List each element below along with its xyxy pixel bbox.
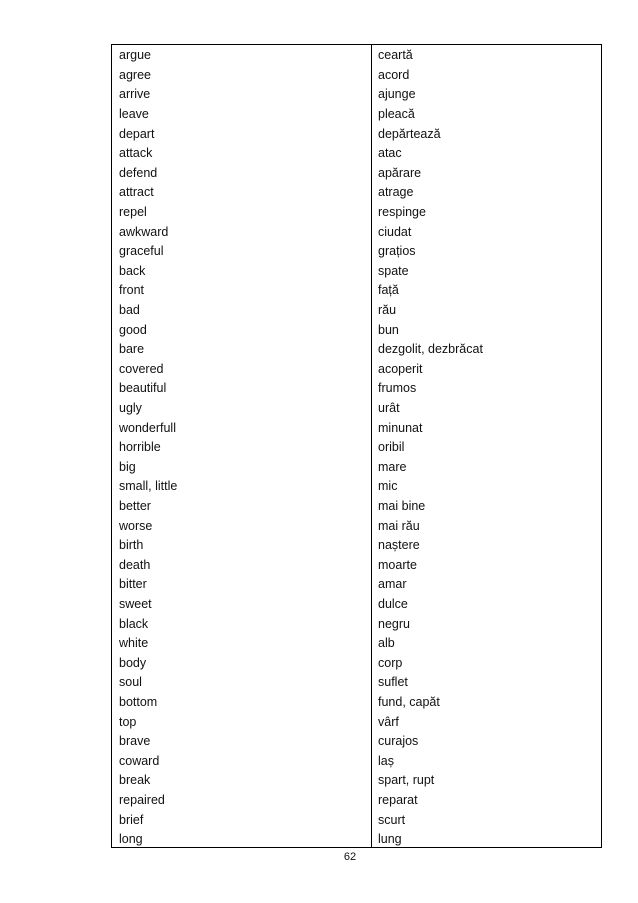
romanian-translation: fund, capăt: [378, 695, 440, 709]
table-row: [112, 517, 601, 537]
romanian-translation: mai rău: [378, 518, 420, 533]
table-row: [112, 419, 601, 439]
table-row: [112, 654, 601, 674]
romanian-translation: moarte: [378, 557, 417, 572]
romanian-translation: acoperit: [378, 361, 423, 376]
romanian-translation: suflet: [378, 675, 408, 690]
english-word: top: [119, 714, 137, 729]
romanian-translation: spart, rupt: [378, 773, 435, 788]
english-word: better: [119, 499, 151, 513]
english-word: white: [119, 636, 149, 651]
english-word: horrible: [119, 440, 161, 455]
english-word: break: [119, 773, 151, 788]
table-row: [112, 399, 601, 419]
table-row: [112, 281, 601, 301]
table-row: [112, 379, 601, 399]
table-row: [112, 693, 601, 713]
romanian-translation: acord: [378, 67, 410, 82]
english-word: good: [119, 322, 147, 337]
english-word: arrive: [119, 87, 151, 102]
table-row: [112, 223, 601, 243]
english-word: wonderfull: [119, 420, 176, 435]
table-row: [112, 360, 601, 380]
romanian-translation: frumos: [378, 381, 417, 396]
english-word: depart: [119, 126, 155, 141]
english-word: attract: [119, 185, 154, 200]
english-word: ugly: [119, 401, 142, 415]
english-word: black: [119, 616, 149, 631]
romanian-translation: dulce: [378, 597, 408, 611]
romanian-translation: față: [378, 283, 399, 298]
table-row: [112, 615, 601, 635]
romanian-translation: apărare: [378, 165, 422, 180]
table-row: [112, 301, 601, 321]
table-row: [112, 634, 601, 654]
english-word: birth: [119, 538, 144, 553]
romanian-translation: atac: [378, 146, 402, 161]
table-row: [112, 242, 601, 262]
english-word: soul: [119, 675, 142, 690]
english-word: small, little: [119, 479, 178, 494]
english-word: brief: [119, 812, 144, 827]
table-row: [112, 732, 601, 752]
table-row: [112, 203, 601, 223]
english-word: beautiful: [119, 381, 167, 396]
english-word: leave: [119, 107, 149, 121]
romanian-translation: spate: [378, 263, 409, 278]
romanian-translation: amar: [378, 577, 407, 592]
english-word: repaired: [119, 793, 165, 807]
romanian-translation: scurt: [378, 812, 406, 827]
english-word: agree: [119, 67, 151, 82]
romanian-translation: urât: [378, 401, 400, 415]
table-row: [112, 105, 601, 125]
romanian-translation: reparat: [378, 793, 418, 807]
romanian-translation: grațios: [378, 244, 416, 259]
english-word: bitter: [119, 577, 147, 592]
romanian-translation: negru: [378, 616, 410, 631]
romanian-translation: mai bine: [378, 499, 426, 513]
romanian-translation: curajos: [378, 734, 419, 749]
table-row: [112, 66, 601, 86]
english-word: bad: [119, 303, 140, 317]
table-row: [112, 144, 601, 164]
romanian-translation: atrage: [378, 185, 414, 200]
romanian-translation: bun: [378, 322, 399, 337]
english-word: bottom: [119, 695, 158, 709]
english-word: death: [119, 557, 151, 572]
romanian-translation: corp: [378, 655, 403, 670]
romanian-translation: dezgolit, dezbrăcat: [378, 342, 483, 357]
romanian-translation: depărtează: [378, 126, 441, 141]
romanian-translation: respinge: [378, 205, 426, 219]
english-word: awkward: [119, 224, 169, 239]
english-word: graceful: [119, 244, 164, 259]
romanian-translation: naștere: [378, 538, 420, 553]
romanian-translation: vârf: [378, 714, 399, 729]
table-row: [112, 595, 601, 615]
table-row: [112, 752, 601, 772]
english-word: repel: [119, 205, 147, 219]
romanian-translation: ceartă: [378, 48, 413, 63]
english-word: back: [119, 263, 146, 278]
romanian-translation: laș: [378, 753, 394, 768]
romanian-translation: oribil: [378, 440, 405, 455]
english-word: long: [119, 832, 143, 847]
romanian-translation: ciudat: [378, 224, 412, 239]
romanian-translation: mic: [378, 479, 398, 494]
romanian-translation: lung: [378, 832, 402, 847]
table-row: [112, 262, 601, 282]
english-word: worse: [119, 518, 153, 533]
table-row: [112, 830, 601, 850]
english-word: big: [119, 459, 136, 474]
romanian-translation: ajunge: [378, 87, 416, 102]
english-word: bare: [119, 342, 145, 357]
english-word: front: [119, 283, 145, 298]
vocabulary-table: [111, 44, 602, 848]
table-row: [112, 477, 601, 497]
table-row: [112, 536, 601, 556]
table-row: [112, 575, 601, 595]
english-word: sweet: [119, 597, 152, 611]
english-word: argue: [119, 48, 151, 63]
english-word: attack: [119, 146, 153, 161]
table-row: [112, 85, 601, 105]
table-row: [112, 713, 601, 733]
romanian-translation: minunat: [378, 420, 423, 435]
table-row: [112, 811, 601, 831]
english-word: defend: [119, 165, 158, 180]
romanian-translation: alb: [378, 636, 395, 651]
table-row: [112, 125, 601, 145]
romanian-translation: pleacă: [378, 107, 415, 121]
page-number: 62: [343, 851, 357, 863]
table-row: [112, 673, 601, 693]
romanian-translation: rău: [378, 303, 397, 317]
table-row: [112, 458, 601, 478]
table-row: [112, 497, 601, 517]
table-row: [112, 183, 601, 203]
table-row: [112, 438, 601, 458]
english-word: coward: [119, 753, 160, 768]
english-word: covered: [119, 361, 164, 376]
table-row: [112, 46, 601, 66]
table-row: [112, 771, 601, 791]
romanian-translation: mare: [378, 459, 407, 474]
table-row: [112, 164, 601, 184]
table-row: [112, 340, 601, 360]
english-word: brave: [119, 734, 151, 749]
english-word: body: [119, 655, 147, 670]
table-row: [112, 791, 601, 811]
table-row: [112, 556, 601, 576]
table-row: [112, 321, 601, 341]
